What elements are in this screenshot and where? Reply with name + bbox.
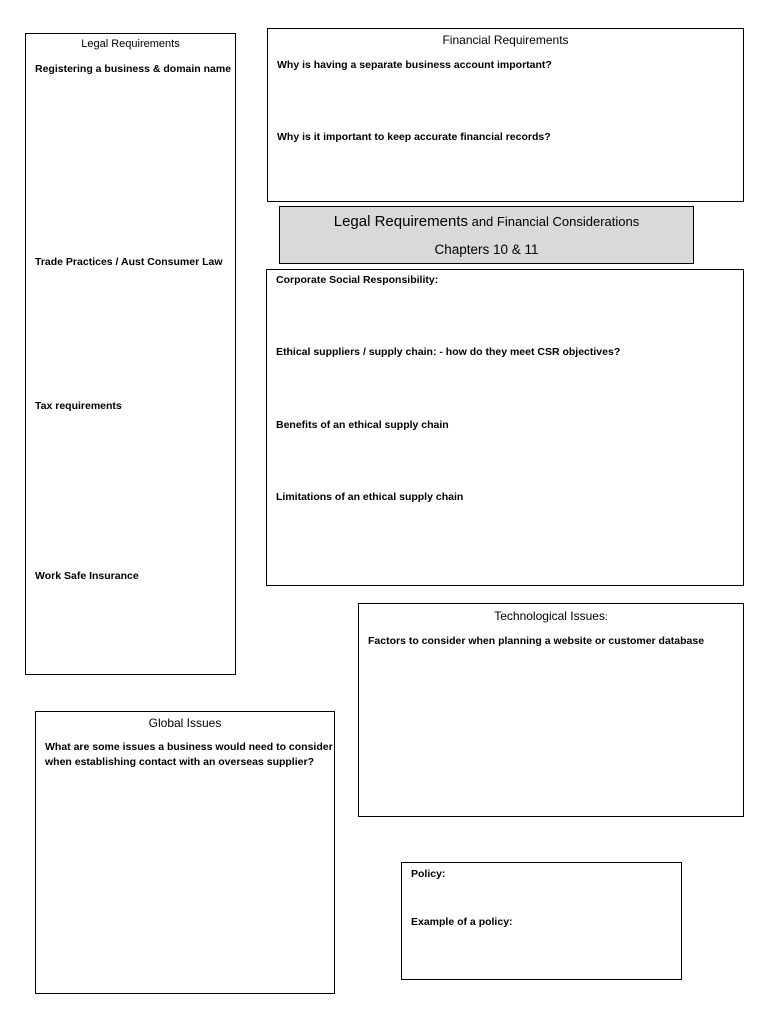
csr-benefits: Benefits of an ethical supply chain [276, 419, 449, 431]
global-issues-box [35, 711, 335, 994]
legal-item-registering: Registering a business & domain name [35, 63, 232, 75]
technological-issues-title: Technological Issues [494, 609, 605, 623]
financial-requirements-heading: Financial Requirements [442, 33, 569, 47]
title-banner [279, 206, 694, 264]
csr-box [266, 269, 744, 586]
page-subtitle: Chapters 10 & 11 [434, 242, 539, 257]
technological-issues-box [358, 603, 744, 817]
technological-question: Factors to consider when planning a website or customer database [368, 635, 705, 647]
global-issues-heading: Global Issues [148, 716, 222, 730]
legal-requirements-heading: Legal Requirements [81, 38, 180, 50]
legal-requirements-box [25, 33, 236, 675]
policy-box [401, 862, 682, 980]
financial-question-account: Why is having a separate business account important? [277, 59, 552, 71]
page-title [280, 213, 693, 231]
csr-ethical-suppliers: Ethical suppliers / supply chain: - how do they meet CSR objectives? [276, 346, 621, 358]
technological-issues-colon: : [604, 612, 608, 623]
global-question-line2: when establishing contact with an overseas supplier? [45, 756, 314, 768]
legal-item-trade-practices: Trade Practices / Aust Consumer Law [35, 256, 223, 268]
legal-item-work-safe: Work Safe Insurance [35, 570, 139, 582]
financial-question-records: Why is it important to keep accurate financial records? [277, 131, 551, 143]
global-question-line1: What are some issues a business would need to consider [45, 741, 333, 753]
technological-issues-heading [359, 609, 743, 623]
policy-label: Policy: [411, 868, 446, 880]
policy-example-label: Example of a policy: [411, 916, 513, 928]
csr-heading: Corporate Social Responsibility: [276, 274, 439, 286]
legal-item-tax: Tax requirements [35, 400, 122, 412]
page-title-rest: and Financial Considerations [467, 214, 640, 229]
financial-requirements-box [267, 28, 744, 202]
csr-limitations: Limitations of an ethical supply chain [276, 491, 464, 503]
page-title-main: Legal Requirements [333, 213, 468, 230]
